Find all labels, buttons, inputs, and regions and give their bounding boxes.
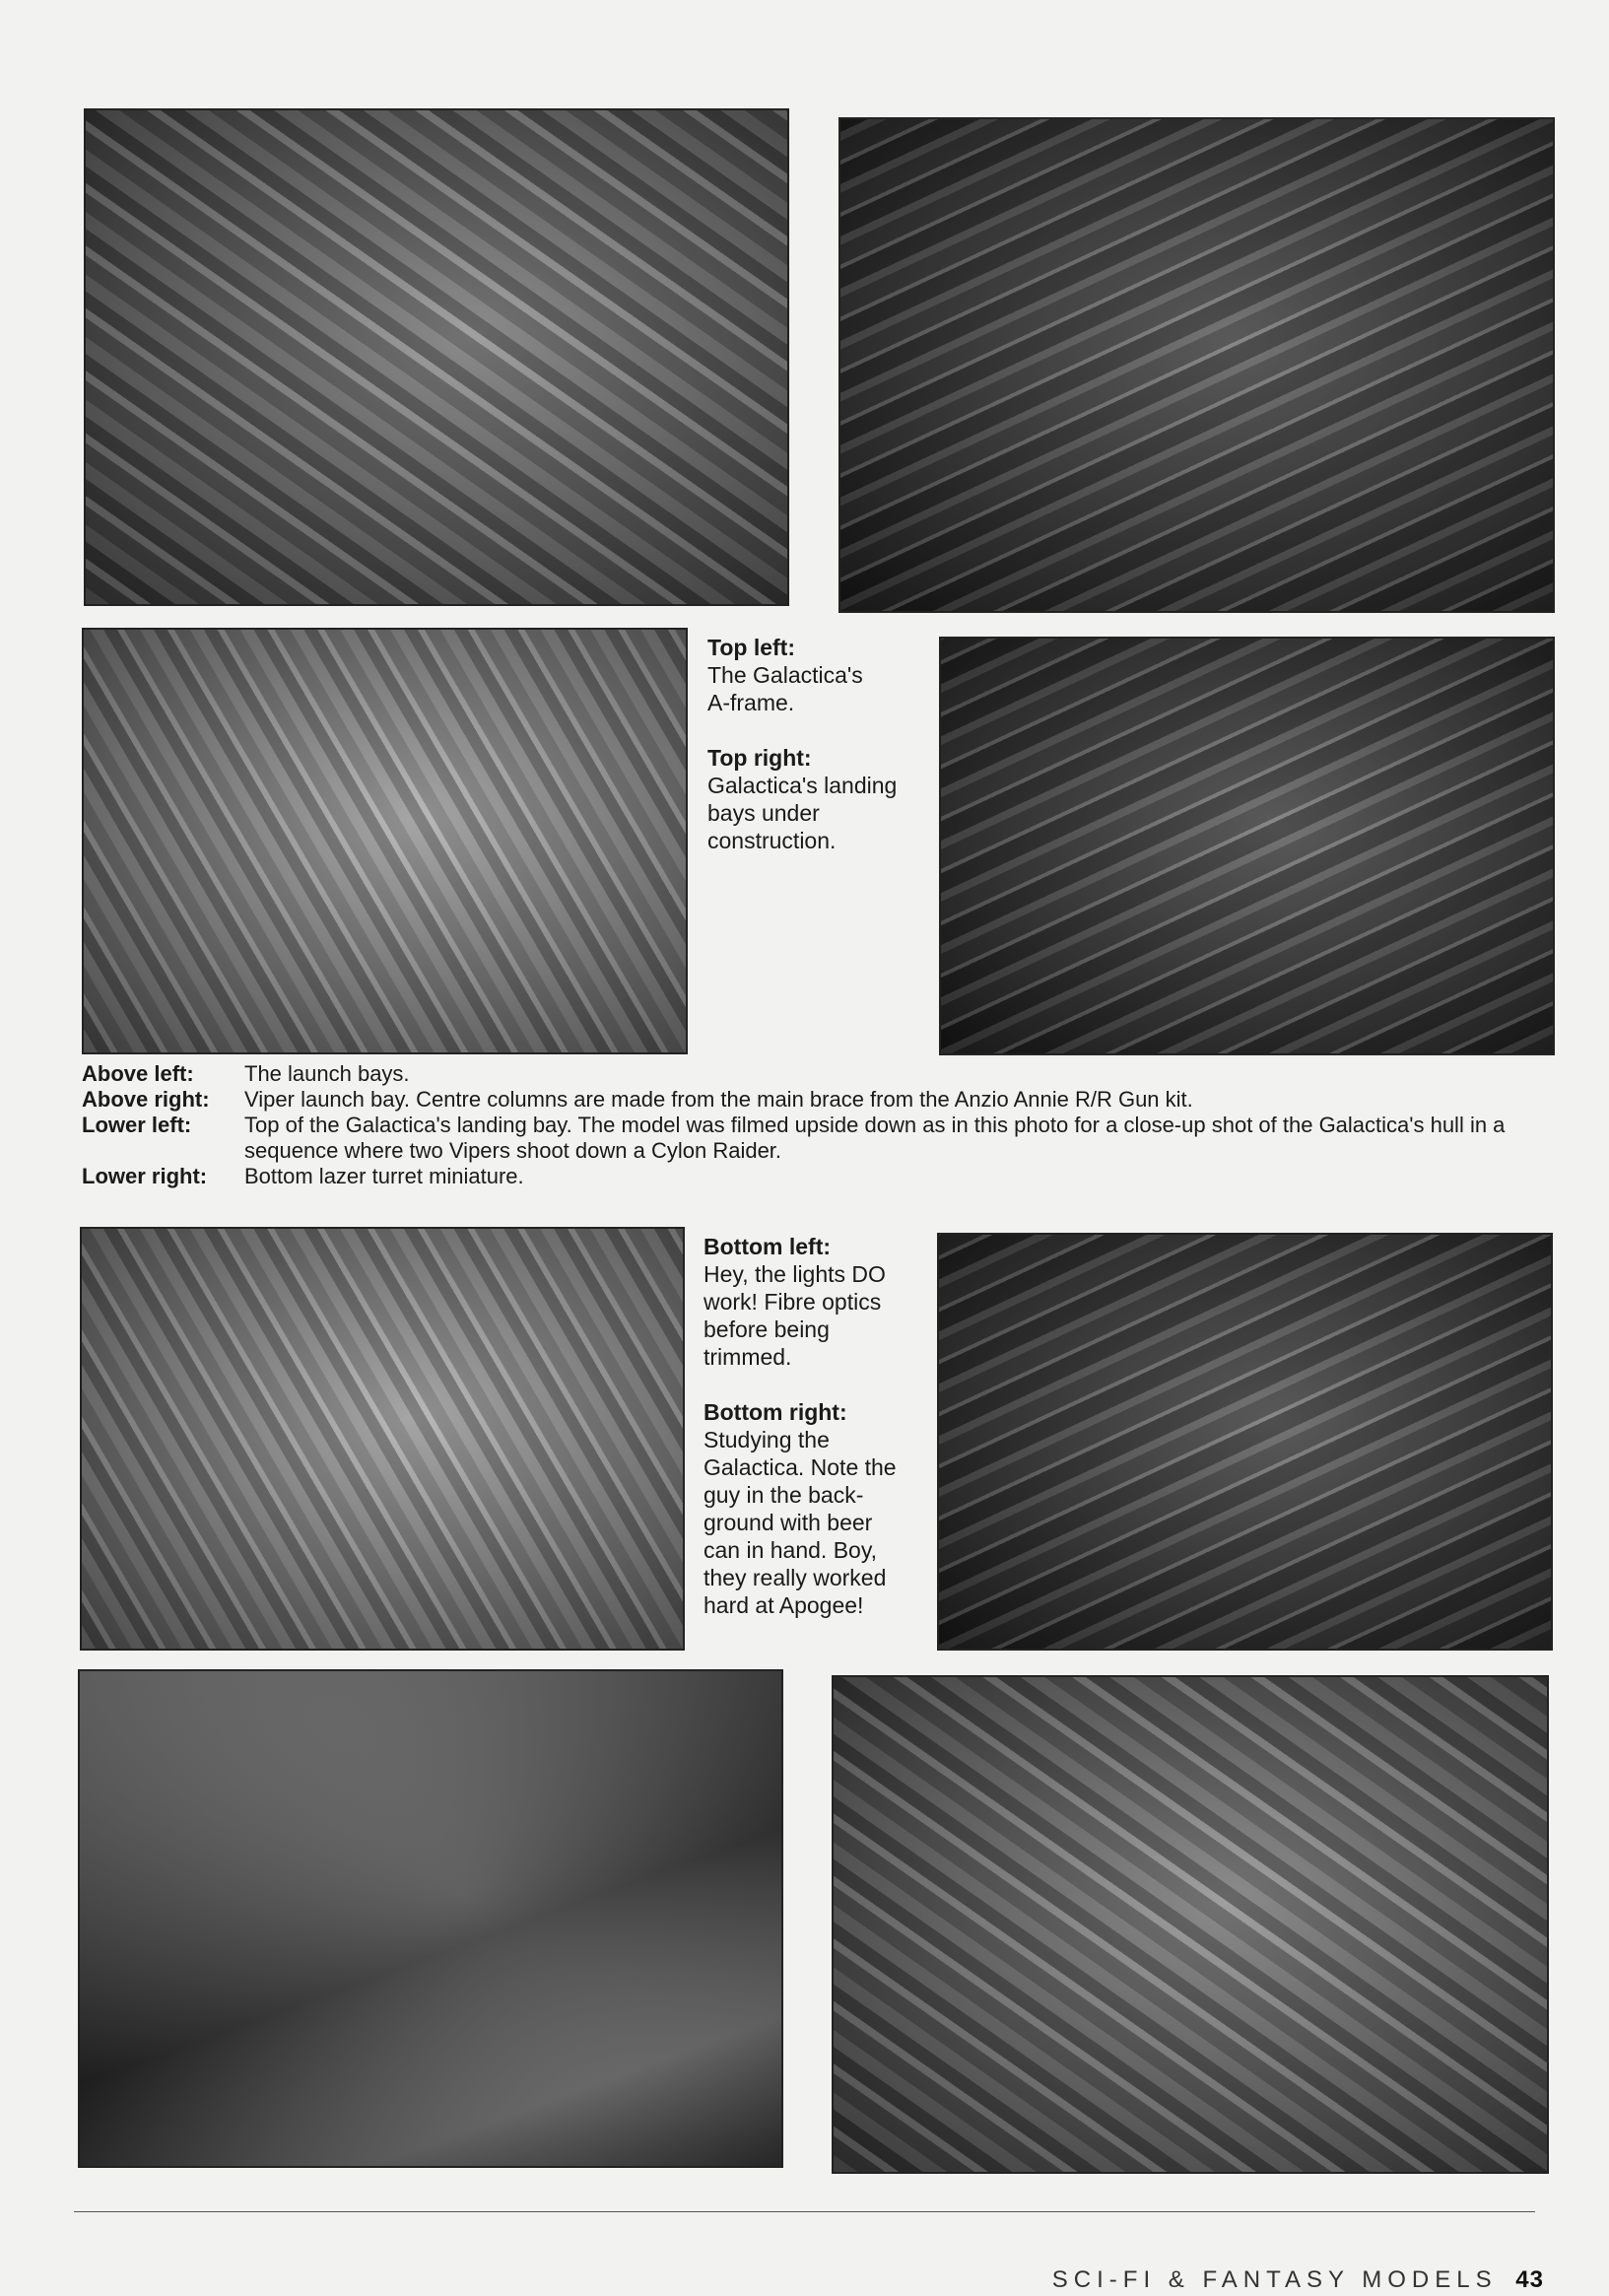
note-text: Bottom lazer turret miniature. [244, 1164, 524, 1188]
caption-line: they really worked [704, 1565, 887, 1590]
caption-line: ground with beer [704, 1510, 873, 1535]
caption-line: bays under [707, 800, 820, 826]
photo-viper-launch-bay [939, 637, 1555, 1055]
note-row [82, 1113, 1560, 1164]
note-label: Above left: [82, 1061, 194, 1086]
caption-line: guy in the back- [704, 1482, 864, 1508]
photo-landing-bays-construction [838, 117, 1555, 613]
note-text: Viper launch bay. Centre columns are made from the main brace from the Anzio Annie R/R Gun kit. [244, 1087, 1193, 1112]
caption-heading: Top left: [707, 635, 795, 660]
photo-studying-galactica [832, 1675, 1549, 2174]
caption-line: before being [704, 1317, 830, 1342]
page-number: 43 [1515, 2266, 1544, 2293]
note-label: Lower left: [82, 1113, 192, 1137]
footer-rule [74, 2211, 1535, 2212]
note-row [82, 1164, 1560, 1189]
caption-line: Studying the [704, 1427, 830, 1452]
caption-heading: Top right: [707, 745, 812, 771]
note-row [82, 1061, 1560, 1087]
caption-line: can in hand. Boy, [704, 1537, 878, 1563]
caption-bottom [704, 1233, 935, 1619]
caption-line: trimmed. [704, 1344, 792, 1370]
caption-line: construction. [707, 828, 837, 853]
caption-top [707, 634, 929, 854]
photo-fibre-optics [78, 1669, 783, 2168]
magazine-title: SCI-FI & FANTASY MODELS [1051, 2266, 1498, 2293]
caption-line: work! Fibre optics [704, 1289, 882, 1315]
caption-line: hard at Apogee! [704, 1592, 864, 1618]
note-row [82, 1087, 1560, 1113]
page-footer [1052, 2266, 1544, 2294]
photo-notes [82, 1061, 1560, 1189]
caption-line: The Galactica's [707, 662, 863, 688]
caption-line: Galactica's landing [707, 773, 898, 798]
caption-heading: Bottom left: [704, 1234, 832, 1259]
photo-galactica-a-frame [84, 108, 789, 606]
caption-heading: Bottom right: [704, 1399, 847, 1425]
note-text: The launch bays. [244, 1061, 410, 1086]
note-label: Above right: [82, 1087, 210, 1112]
photo-launch-bays [82, 628, 688, 1054]
caption-line: A-frame. [707, 690, 795, 715]
caption-line: Hey, the lights DO [704, 1261, 886, 1287]
photo-lazer-turret [937, 1233, 1553, 1651]
photo-landing-bay-top [80, 1227, 685, 1651]
note-text: Top of the Galactica's landing bay. The model was filmed upside down as in this photo for a close-up shot of the Galactica's hull in a sequence where two Vipers shoot down a Cylon Raider. [244, 1113, 1506, 1163]
note-label: Lower right: [82, 1164, 208, 1188]
caption-line: Galactica. Note the [704, 1454, 897, 1480]
